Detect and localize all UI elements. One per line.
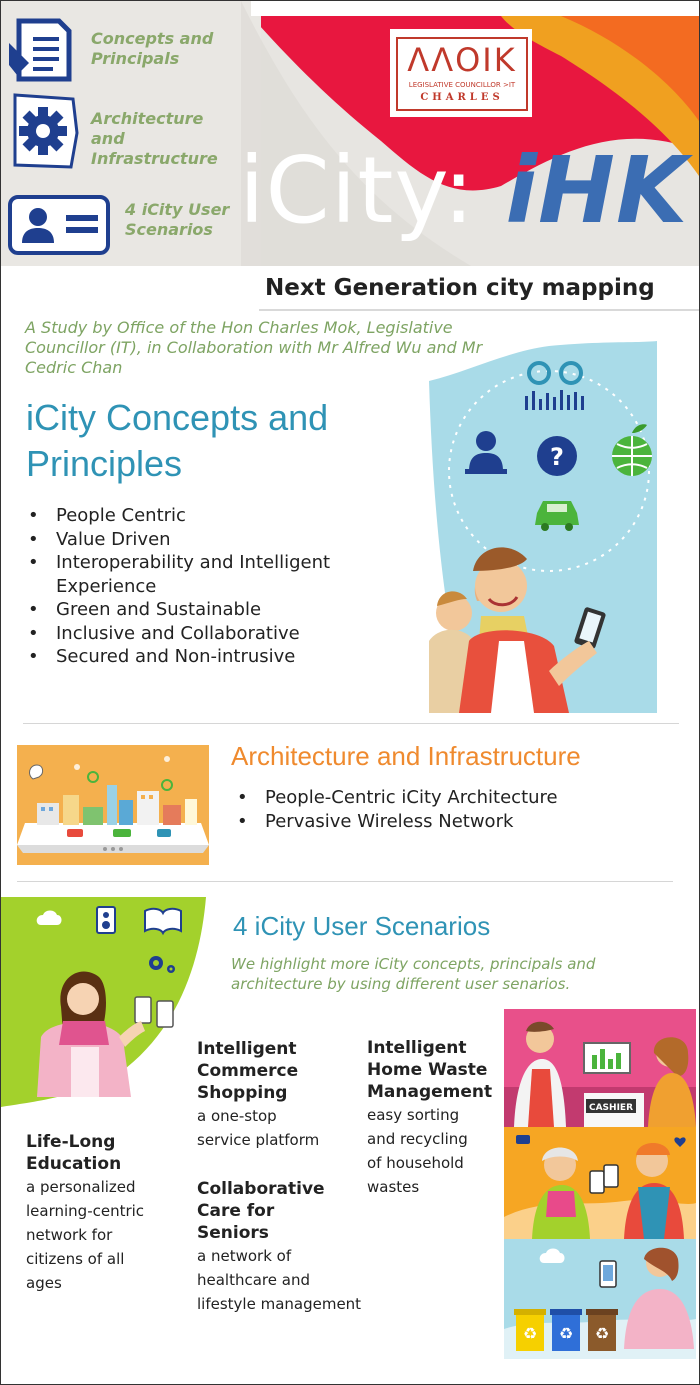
card-title-line: Management [367,1082,493,1102]
scenarios-title: 4 iCity User Scenarios [233,911,491,941]
card-desc-line: a one-stop [197,1107,277,1125]
nav-label-line2: Infrastructure [91,149,218,168]
card-desc-line: and recycling [367,1130,468,1148]
card-desc-line: ages [26,1274,62,1292]
logo-name: CHARLES [420,92,504,103]
cashier-sign: CASHIER [588,1103,634,1113]
architecture-list [235,786,665,833]
card-desc-line: a network of [197,1247,292,1265]
subtitle-underline [259,307,699,313]
scenario-card-education [26,1131,196,1295]
svg-text:♻: ♻ [594,1324,610,1343]
card-desc-line: service platform [197,1131,320,1149]
nav-label-line1: 4 iCity User [125,200,230,219]
svg-text:♻: ♻ [558,1324,574,1343]
list-item: • Green and Sustainable [26,598,386,622]
card-desc-line: wastes [367,1178,420,1196]
list-item: • Inclusive and Collaborative [26,622,386,646]
question-icon [537,436,577,476]
list-item: • Value Driven [26,528,386,552]
list-item: • Pervasive Wireless Network [235,810,665,834]
scenario-card-commerce [197,1038,367,1152]
card-title-line: Commerce [197,1061,299,1081]
seniors-illustration [504,1127,696,1239]
nav-item-scenarios[interactable] [1,191,241,261]
card-title-line: Care for [197,1201,275,1221]
nav-item-concepts[interactable] [1,11,241,83]
nav-label-line1: Concepts and [91,29,214,48]
list-item: • People Centric [26,504,386,528]
svg-text:?: ? [550,443,564,471]
page-title [239,137,689,244]
concepts-title: iCity Concepts and Principles [26,397,329,484]
list-item: • People-Centric iCity Architecture [235,786,665,810]
page-subtitle: Next Generation city mapping [265,275,655,301]
education-illustration [1,897,211,1127]
card-title-line: Shopping [197,1083,288,1103]
card-title-line: Life-Long [26,1132,116,1152]
card-desc-line: learning-centric [26,1202,145,1220]
card-title-line: Collaborative [197,1179,325,1199]
card-title-line: Education [26,1154,122,1174]
card-title-line: Home Waste [367,1060,488,1080]
architecture-illustration [17,745,209,865]
concepts-list [26,504,386,669]
scenario-card-seniors [197,1178,377,1316]
card-desc-line: a personalized [26,1178,136,1196]
nav-label-line1: Architecture and [91,109,204,148]
list-item: • Interoperability and Intelligent Experience [26,551,386,598]
concepts-illustration [429,341,659,716]
card-title-line: Intelligent [367,1038,467,1058]
card-title-line: Intelligent [197,1039,297,1059]
card-desc-line: lifestyle management [197,1295,362,1313]
logo [390,29,532,117]
logo-mark: ΛΛΟΙΚ [407,41,517,79]
card-desc-line: of household [367,1154,464,1172]
nav-item-architecture[interactable] [1,89,241,169]
svg-text:♻: ♻ [522,1324,538,1343]
waste-illustration [504,1239,696,1359]
scenarios-description: We highlight more iCity concepts, principals and architecture by using different user senarios. [231,955,596,993]
divider [17,881,673,882]
gear-icon [13,93,79,169]
card-desc-line: easy sorting [367,1106,460,1124]
title-main: iCity: [239,137,506,244]
card-desc-line: citizens of all [26,1250,125,1268]
nav-label-line2: Scenarios [125,220,213,239]
logo-subtitle: LEGISLATIVE COUNCILLOR >IT [408,81,516,89]
study-credit: A Study by Office of the Hon Charles Mok, Legislative Councillor (IT), in Collaboration with Mr Alfred Wu and Mr Cedric Chan [25,318,483,377]
title-accent: iHK [505,137,689,244]
user-card-icon [8,195,112,257]
card-title-line: Seniors [197,1223,269,1243]
scenario-card-waste [367,1037,507,1199]
nav-label-line2: Principals [91,49,180,68]
document-icon [9,15,73,85]
card-desc-line: healthcare and [197,1271,310,1289]
logo-frame [396,37,528,111]
card-desc-line: network for [26,1226,113,1244]
list-item: • Secured and Non-intrusive [26,645,386,669]
architecture-title: Architecture and Infrastructure [231,741,581,771]
shopping-illustration [504,1009,696,1127]
divider [23,723,679,724]
